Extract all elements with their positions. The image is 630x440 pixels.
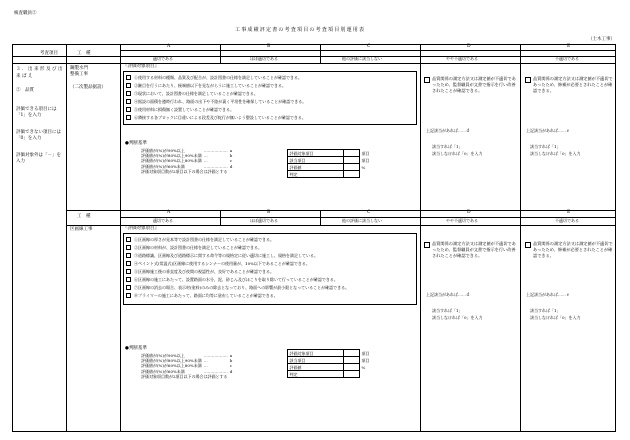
eval-label: 評価値 [288,364,344,371]
grade-d-desc: やや不適切である [446,56,478,61]
item-text: ①使用する材料の種類、品質及び配合が、設計図書の仕様を満足していることが確認できる。 [134,75,302,80]
grade-b-desc: ほぼ適切である [250,56,278,61]
section2-d-note: 上記該当があれば……ｄ [426,292,470,297]
checkbox[interactable] [126,99,131,104]
criteria-label: 評価値が(%)が60%以上80%未満 [141,158,202,164]
criteria-dots: … [203,363,208,369]
criteria-dots: … [203,153,208,159]
criteria-grade: d [229,368,233,374]
section2-grade-a-desc: 適切である [153,218,173,223]
criteria-grade: c [229,158,232,164]
section1-e-inst1: 該当すれば「1」 [530,144,561,149]
eval-value[interactable] [344,364,360,371]
criteria-grade: b [229,358,233,364]
eval-label: 判定 [288,371,344,378]
section1-criteria-title: ●判断基準 [125,141,147,146]
item-text: ③道路標識、区画線及び道路標示に関する命令等の規格定に従い適切に施工し、規格を満足している。 [134,253,318,258]
left-item-column [16,67,64,166]
checkbox[interactable] [126,107,131,112]
checkbox[interactable] [126,285,131,290]
section2-type1: 区画線工事 [70,227,93,232]
section1-type1b: 整備工事 [70,72,88,77]
item-subheading: ② 品質 [16,88,34,93]
eval-value[interactable] [344,371,360,378]
item-text: ②継目を行うにあたり、極端値以下を見ながらうに施工していることが確認できる。 [134,83,286,88]
grade-d-letter: D [467,44,471,49]
section1-eval-table [287,149,374,178]
section1-e-note: 上記該当があれば……ｅ [526,128,570,133]
eval-unit: 項目 [361,157,370,163]
item-heading: ３．出来形及び出来ばえ [16,67,64,79]
section2-e-inst1: 該当すれば「1」 [530,308,561,313]
section1-box-title: 『評価対象項目』 [123,64,159,69]
checkbox[interactable] [126,269,131,274]
section2-eval-table [287,349,374,378]
section1-type-column [70,66,118,91]
criteria-dots: ……………… [203,163,228,169]
section1-d-inst1: 該当すれば「1」 [432,144,463,149]
eval-unit: 項目 [361,350,370,356]
eval-label: 評価対象項目 [288,150,344,157]
section2-item-row[interactable] [127,276,349,284]
section1-type1a: 鋼製水門 [70,66,88,71]
item-text: ③現状において、設計図書の仕様を満足していることが確認できる。 [134,91,258,96]
section2-grade-d-desc: やや不適切である [446,218,478,223]
eval-label: 評価値 [288,164,344,171]
criteria-label: 評価値が(%)が90%以上 [141,353,185,358]
eval-value[interactable] [344,164,360,171]
section1-criteria-table [140,148,233,174]
section2-item-row[interactable] [127,284,349,292]
section2-item-row[interactable] [127,292,349,300]
criteria-grade: a [229,353,233,358]
section2-e-note: 上記該当があれば……ｅ [526,292,570,297]
criteria-dots: ……………… [203,353,228,358]
section1-e-checkbox[interactable] [525,77,531,83]
criteria-dots: ……………… [203,368,228,374]
grade-e-letter: E [567,44,571,49]
criteria-grade: b [229,153,233,159]
section2-box-title: 『評価対象項目』 [123,226,159,231]
grade-c-desc: 他の評価に該当しない [342,56,382,61]
criteria-dots: … [203,358,208,364]
section2-items-list [127,236,349,300]
item-text: ①区画線の厚さが見本等で設計図書の仕様を満足していることが確認できる。 [134,237,274,242]
criteria-label: 評価値が(%)が90%以上 [141,148,185,153]
section2-grade-a-letter: A [167,210,171,215]
section2-grade-e-letter: E [567,210,571,215]
criteria-dots: … [203,158,208,164]
note-excluded: 評価対象外は「－」を入力 [16,152,61,164]
criteria-dots: ……………… [203,148,228,153]
section2-item-row[interactable] [127,268,349,276]
section1-e-inst2: 該当しなければ「0」を入力 [530,151,581,156]
section1-d-checkbox[interactable] [424,77,430,83]
grade-a-letter: A [167,44,171,49]
section1-item-row[interactable] [127,82,306,90]
section1-item-row[interactable] [127,90,306,98]
eval-value[interactable] [344,350,360,357]
criteria-grade: c [229,363,232,369]
eval-label: 該当項目 [288,357,344,364]
section1-d-text: 品質関係の測定方法又は測定値が不適切であったため、監督職員が文書で指示を行い改善されたことが確認できる。 [432,76,516,93]
section1-d-note: 上記該当があれば……ｄ [426,128,470,133]
checkbox[interactable] [126,75,131,80]
section2-item-row[interactable] [127,236,349,244]
item-text: ⑥隣接する各ブロックに目違いによる段差及び蛇行が無いよう整設していることが確認できる。 [134,115,306,120]
section1-e-text: 品質関係の測定方法又は測定値が不適切であったため、修補が必要とされたことが確認できる。 [533,76,613,93]
checkbox[interactable] [126,115,131,120]
section2-grade-d-letter: D [467,210,471,215]
section2-header-type-label: 工 種 [77,214,91,219]
header-type-label: 工 種 [77,51,91,56]
section2-criteria-title: ●判断基準 [125,346,147,351]
checkbox[interactable] [126,237,131,242]
section2-item-row[interactable] [127,260,349,268]
eval-label: 評価対象項目 [288,350,344,357]
checkbox[interactable] [126,245,131,250]
eval-value[interactable] [344,157,360,164]
item-text: ④据設の面積を遵時行われ、路面の出下や不陸が裏く平坦性を確保していることが確認できる。 [134,99,307,104]
section2-item-row[interactable] [127,244,349,252]
criteria-label: 評価値が(%)が80%以上90%未満 [141,153,202,159]
note-evaluable: 評価できる項目には「1」を入力 [16,106,57,118]
eval-unit: 項目 [361,150,370,156]
section2-e-checkbox[interactable] [525,242,531,248]
section2-grade-b-letter: B [267,210,271,215]
eval-value[interactable] [344,171,360,178]
criteria-label: 評価値が(%)が60%未満 [141,163,185,169]
criteria-grade: a [229,148,233,153]
category-label: （土木工事） [588,37,615,42]
section2-d-inst2: 該当しなければ「0」を入力 [432,315,483,320]
section1-items-list [127,74,306,122]
section2-grade-c-letter: C [367,210,371,215]
item-text: ④ペイント式(常温式)区画線に使用するシンナーの使用量が、10%以下であることが確認できる。 [134,261,310,266]
section2-e-inst2: 該当しなければ「0」を入力 [530,315,581,320]
eval-label: 該当項目 [288,157,344,164]
section1-item-row[interactable] [127,98,306,106]
grade-b-letter: B [267,44,271,49]
criteria-label: 評価値が(%)が80%以上90%未満 [141,358,202,364]
section1-item-row[interactable] [127,114,306,122]
eval-unit: 項目 [361,357,370,363]
eval-label: 判定 [288,171,344,178]
section1-type2: （二次製品据設） [70,85,106,90]
section2-item-row[interactable] [127,252,349,260]
section2-d-text: 品質関係の測定方法又は測定値が不適切であったため、監督職員が文書で指示を行い改善されたことが確認できる。 [432,241,516,258]
section2-grade-c-desc: 他の評価に該当しない [342,218,382,223]
checkbox[interactable] [126,253,131,258]
note-not-evaluable: 評価できない項目には「0」を入力 [16,129,61,141]
form-label: 検査職員② [14,11,37,16]
item-text: ⑥区画線の施工にあたって、設置路面の水分、泥、砂じん及びほこりを取り除いて行っていることが確認できる。 [134,277,338,282]
item-text: ⑦区画線の消去の場合、表示材(塗料)のみの除去となっており、路面への影響が最小限となっていることが確認できる。 [134,285,350,290]
checkbox[interactable] [126,293,131,298]
document-title: 工事成績評定書の考査項目の考査項目別運用表 [235,27,366,33]
eval-unit [360,171,374,178]
eval-unit [360,371,374,378]
grade-e-desc: 不適切である [555,56,579,61]
grade-a-desc: 適切である [153,56,173,61]
section2-d-inst1: 該当すれば「1」 [432,308,463,313]
criteria-label: 評価値が(%)が60%未満 [141,368,185,374]
item-text: ⑧プライマーの施工にあたって、路面に均等に塗布していることが確認できる。 [134,293,278,298]
section2-grade-e-desc: 不適切である [555,218,579,223]
item-text: ⑤区画線施工後の垂直度及び夜間の視認性が、良好であることが確認できる。 [134,269,274,274]
checkbox[interactable] [126,91,131,96]
eval-unit: % [361,164,366,170]
section1-item-row[interactable] [127,106,306,114]
checkbox[interactable] [126,261,131,266]
criteria-note: 評価対象項目数が2項目以下の場合は評価とする [141,168,228,174]
section1-d-inst2: 該当しなければ「0」を入力 [432,151,483,156]
section2-d-checkbox[interactable] [424,242,430,248]
checkbox[interactable] [126,277,131,282]
section2-grade-b-desc: ほぼ適切である [250,218,278,223]
checkbox[interactable] [126,83,131,88]
section2-e-text: 品質関係の測定方法又は測定値が不適切であったため、修補が必要とされたことが確認できる。 [533,241,613,258]
item-text: ⑤使用材料に損傷無く設置していることが確認できる。 [134,107,234,112]
item-text: ②区画線の材料が、設計図書の仕様を満足していることが確認できる。 [134,245,262,250]
header-item-label: 考査項目 [40,51,58,56]
eval-value[interactable] [344,150,360,157]
eval-value[interactable] [344,357,360,364]
section1-item-row[interactable] [127,74,306,82]
criteria-label: 評価値が(%)が60%以上80%未満 [141,363,202,369]
grade-c-letter: C [367,44,371,49]
section2-criteria-table [140,353,233,379]
criteria-note: 評価対象項目数が2項目以下の場合は評価とする [141,373,228,379]
criteria-grade: d [229,163,233,169]
eval-unit: % [361,364,366,370]
